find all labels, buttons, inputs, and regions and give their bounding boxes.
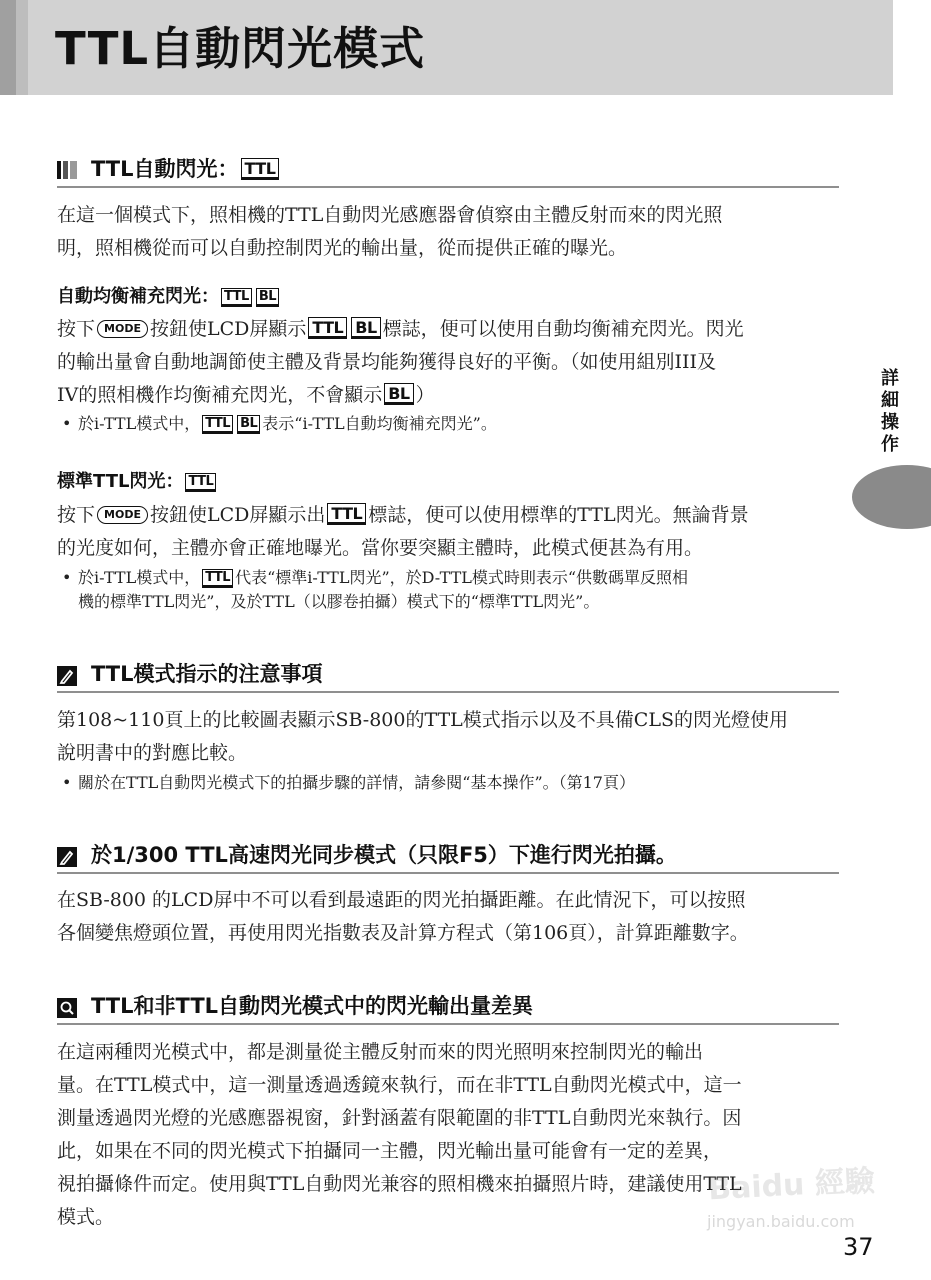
bullet-dot-icon: •	[62, 568, 72, 587]
bl-badge: BL	[351, 317, 380, 339]
bullet-item: • 於i-TTL模式中， TTL BL 表示“i-TTL自動均衡補充閃光”。	[62, 412, 497, 436]
title-stripe-light	[16, 0, 28, 95]
section-heading-output-difference	[57, 993, 839, 1025]
text-line: 的光度如何，主體亦會正確地曝光。當你要突顯主體時，此模式便甚為有用。	[57, 537, 704, 559]
ttl-badge: TTL	[202, 569, 233, 588]
text-line: IV的照相機作均衡補充閃光，不會顯示 BL ）	[57, 384, 435, 406]
side-tab-oval	[852, 465, 931, 529]
bullet-item: • 關於在TTL自動閃光模式下的拍攝步驟的詳情，請參閱“基本操作”。（第17頁）	[62, 771, 635, 795]
section-title: TTL模式指示的注意事項	[91, 662, 323, 686]
mode-button-icon: MODE	[97, 506, 148, 524]
text-line: 在這兩種閃光模式中，都是測量從主體反射而來的閃光照明來控制閃光的輸出	[57, 1041, 704, 1063]
bl-badge: BL	[256, 288, 279, 307]
text-line: 各個變焦燈頭位置，再使用閃光指數表及計算方程式（第106頁），計算距離數字。	[57, 922, 749, 944]
text-line: 在SB-800 的LCD屏中不可以看到最遠距的閃光拍攝距離。在此情況下，可以按照	[57, 889, 746, 911]
text-line: 第108~110頁上的比較圖表顯示SB-800的TTL模式指示以及不具備CLS的閃光燈使用	[57, 709, 788, 731]
ttl-badge: TTL	[308, 317, 347, 339]
paragraph	[57, 704, 847, 770]
text-line: 此，如果在不同的閃光模式下拍攝同一主體，閃光輸出量可能會有一定的差異，	[57, 1140, 723, 1162]
magnifier-icon	[57, 998, 77, 1018]
sub-heading-standard-ttl: 標準TTL閃光： TTL	[57, 470, 218, 494]
text-line: 的輸出量會自動地調節使主體及背景均能夠獲得良好的平衡。（如使用組別III及	[57, 351, 717, 373]
text-line: 在這一個模式下，照相機的TTL自動閃光感應器會偵察由主體反射而來的閃光照	[57, 204, 723, 226]
section-heading-ttl-notes	[57, 661, 839, 693]
section-title: TTL自動閃光： TTL	[91, 156, 281, 182]
title-stripe-dark	[0, 0, 16, 95]
bl-badge: BL	[237, 415, 260, 434]
text-line: 測量透過閃光燈的光感應器視窗，針對涵蓋有限範圍的非TTL自動閃光來執行。因	[57, 1107, 742, 1129]
text-line: 量。在TTL模式中，這一測量透過透鏡來執行，而在非TTL自動閃光模式中，這一	[57, 1074, 742, 1096]
ttl-badge: TTL	[221, 288, 252, 307]
watermark-logo: Baidu 經驗	[707, 1163, 876, 1208]
section-heading-ttl-auto	[57, 156, 839, 188]
mode-button-icon: MODE	[97, 320, 148, 338]
paragraph	[57, 499, 847, 565]
ttl-badge: TTL	[202, 415, 233, 434]
section-bars-icon	[57, 161, 81, 179]
bl-badge: BL	[384, 383, 413, 405]
text-line: 明，照相機從而可以自動控制閃光的輸出量，從而提供正確的曝光。	[57, 237, 628, 259]
text-line: 說明書中的對應比較。	[57, 742, 248, 764]
note-pencil-icon	[57, 847, 77, 867]
text-line: 按下 MODE 按鈕使LCD屏顯示 TTL BL 標誌，便可以使用自動均衡補充閃光。閃光	[57, 318, 744, 340]
paragraph	[57, 313, 847, 412]
page-title: TTL自動閃光模式	[55, 22, 426, 75]
page-number: 37	[843, 1233, 874, 1261]
bullet-item: • 於i-TTL模式中， TTL 代表“標準i-TTL閃光”，於D-TTL模式時則表示“供數碼單反照相 機的標準TTL閃光”，及於TTL（以膠卷拍攝）模式下的“標準TTL閃光”。	[62, 568, 689, 611]
side-tab-label: 詳細操作	[881, 368, 899, 455]
note-pencil-icon	[57, 666, 77, 686]
section-title: 於1/300 TTL高速閃光同步模式（只限F5）下進行閃光拍攝。	[91, 843, 677, 867]
paragraph	[57, 199, 847, 265]
section-title: TTL和非TTL自動閃光模式中的閃光輸出量差異	[91, 994, 534, 1018]
sub-heading-balanced-fill: 自動均衡補充閃光： TTL BL	[57, 285, 281, 309]
text-line: 視拍攝條件而定。使用與TTL自動閃光兼容的照相機來拍攝照片時，建議使用TTL	[57, 1173, 742, 1195]
bullet-dot-icon: •	[62, 773, 72, 792]
section-heading-high-speed-sync	[57, 842, 839, 874]
watermark-url: jingyan.baidu.com	[707, 1212, 855, 1231]
text-line: 按下 MODE 按鈕使LCD屏顯示出 TTL 標誌，便可以使用標準的TTL閃光。無論背景	[57, 504, 749, 526]
text-line: 模式。	[57, 1206, 115, 1228]
ttl-badge: TTL	[327, 503, 366, 525]
title-band	[0, 0, 893, 95]
ttl-badge: TTL	[185, 473, 216, 492]
bullet-dot-icon: •	[62, 414, 72, 433]
ttl-badge: TTL	[241, 158, 280, 180]
paragraph	[57, 884, 847, 950]
